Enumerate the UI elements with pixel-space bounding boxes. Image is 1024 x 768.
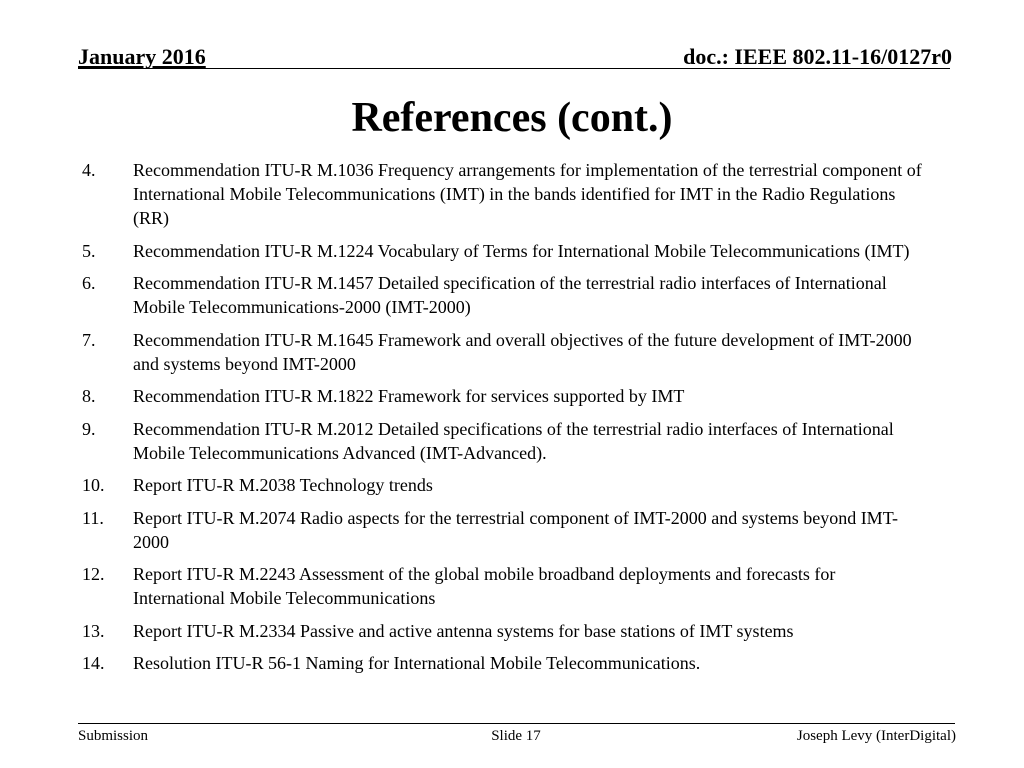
reference-number: 12. bbox=[82, 564, 105, 584]
reference-number: 9. bbox=[82, 418, 96, 439]
reference-item bbox=[82, 651, 922, 675]
slide-title: References (cont.) bbox=[351, 95, 673, 141]
header-doc-id: doc.: IEEE 802.11-16/0127r0 bbox=[683, 44, 952, 69]
reference-item bbox=[82, 328, 922, 376]
footer-divider bbox=[78, 723, 955, 724]
reference-text: Resolution ITU-R 56-1 Naming for International Mobile Telecommunications. bbox=[133, 653, 701, 673]
reference-text: Recommendation ITU-R M.1822 Framework for services supported by IMT bbox=[133, 386, 685, 406]
header-divider bbox=[78, 68, 950, 69]
reference-text: Report ITU-R M.2243 Assessment of the global mobile broadband deployments and forecasts for International Mobile Telecommunications bbox=[133, 564, 836, 608]
reference-number: 10. bbox=[82, 475, 105, 495]
reference-number: 4. bbox=[82, 160, 96, 180]
reference-number: 11. bbox=[82, 507, 104, 528]
reference-item bbox=[82, 473, 922, 497]
reference-text: Recommendation ITU-R M.1224 Vocabulary of Terms for International Mobile Telecommunications (IMT) bbox=[133, 240, 910, 261]
reference-text: Report ITU-R M.2038 Technology trends bbox=[133, 475, 433, 495]
reference-item bbox=[82, 271, 922, 319]
reference-item bbox=[82, 417, 922, 465]
reference-number: 8. bbox=[82, 386, 96, 406]
reference-number: 6. bbox=[82, 273, 96, 293]
reference-number: 13. bbox=[82, 620, 105, 641]
reference-item bbox=[82, 619, 922, 643]
reference-number: 5. bbox=[82, 240, 96, 261]
reference-text: Report ITU-R M.2074 Radio aspects for the terrestrial component of IMT-2000 and systems beyond IMT-2000 bbox=[133, 507, 899, 552]
references-list bbox=[82, 158, 922, 684]
reference-text: Recommendation ITU-R M.1645 Framework and overall objectives of the future development of IMT-2000 and systems beyond IMT-2000 bbox=[133, 329, 912, 374]
reference-text: Report ITU-R M.2334 Passive and active antenna systems for base stations of IMT systems bbox=[133, 620, 794, 641]
reference-text: Recommendation ITU-R M.2012 Detailed specifications of the terrestrial radio interfaces of International Mobile Telecommunications Advanced (IMT-Advanced). bbox=[133, 418, 894, 463]
reference-number: 7. bbox=[82, 329, 96, 350]
reference-text: Recommendation ITU-R M.1036 Frequency arrangements for implementation of the terrestrial component of International Mobile Telecommunications (IMT) in the bands identified for IMT in the Radio Regulations (RR) bbox=[133, 160, 922, 228]
footer-slide-number: Slide 17 bbox=[491, 728, 541, 744]
footer-submission: Submission bbox=[78, 728, 149, 744]
header-date: January 2016 bbox=[78, 44, 206, 69]
reference-number: 14. bbox=[82, 653, 105, 673]
reference-item bbox=[82, 562, 922, 610]
footer-author: Joseph Levy (InterDigital) bbox=[796, 728, 956, 744]
reference-item bbox=[82, 239, 922, 263]
reference-item bbox=[82, 158, 922, 230]
reference-text: Recommendation ITU-R M.1457 Detailed specification of the terrestrial radio interfaces of International Mobile Telecommunications-2000 (IMT-2000) bbox=[133, 273, 887, 317]
reference-item bbox=[82, 506, 922, 554]
reference-item bbox=[82, 384, 922, 408]
